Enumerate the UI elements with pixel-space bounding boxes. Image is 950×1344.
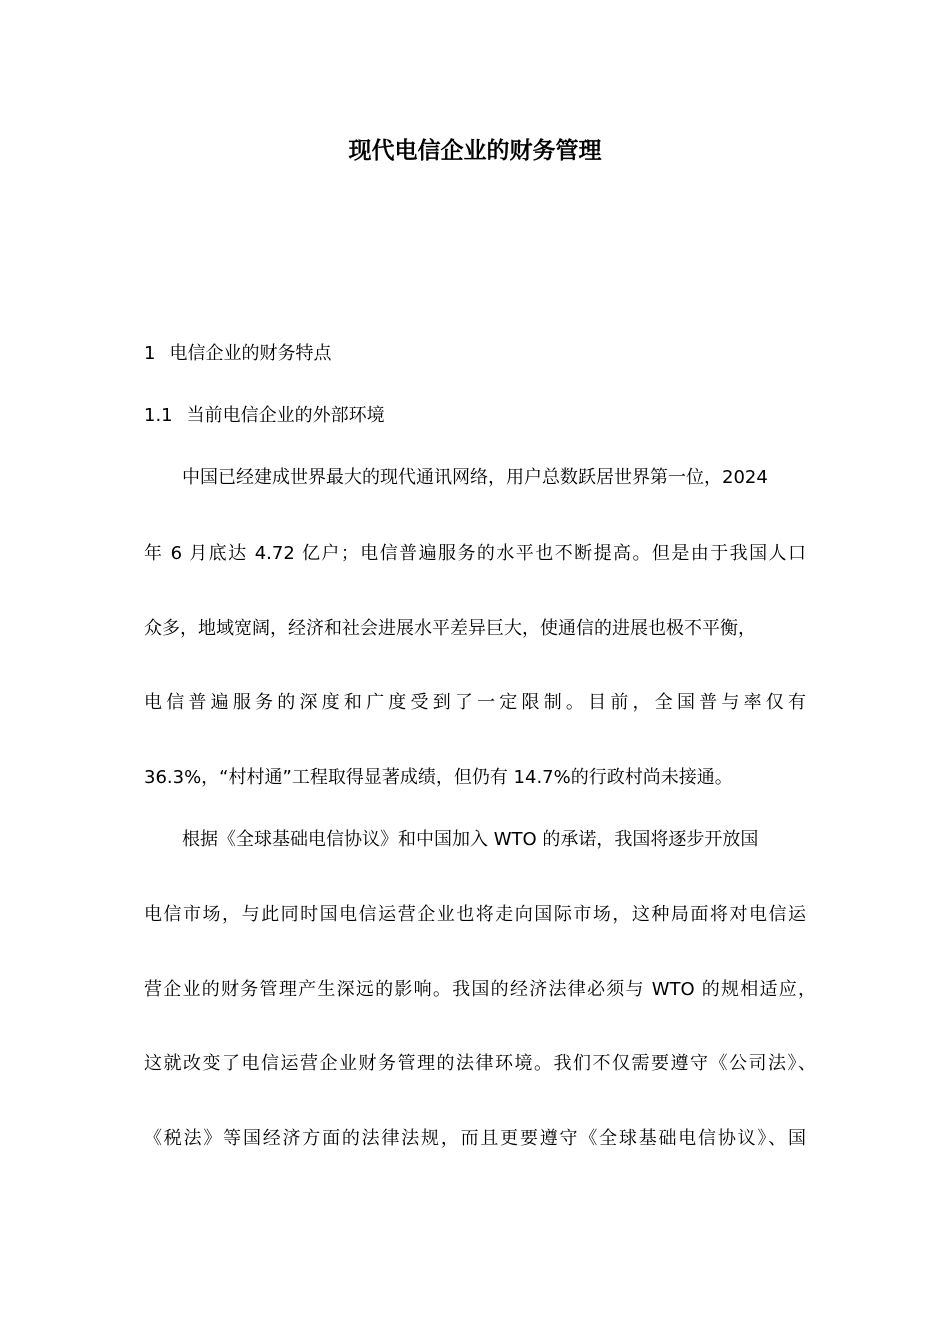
document-title: 现代电信企业的财务管理 xyxy=(348,138,602,164)
paragraph2-line: 电信市场，与此同时国电信运营企业也将走向国际市场，这种局面将对电信运 xyxy=(144,904,806,925)
subsection-number: 1.1 xyxy=(144,405,173,426)
paragraph2-line: 《税法》等国经济方面的法律法规，而且更要遵守《全球基础电信协议》、国 xyxy=(144,1128,806,1149)
paragraph2-line: 营企业的财务管理产生深远的影响。我国的经济法律必须与 WTO 的规相适应， xyxy=(144,979,816,1000)
section-heading xyxy=(144,340,331,368)
section-number: 1 xyxy=(144,343,156,364)
paragraph1-line: 36.3%，“村村通”工程取得显著成绩，但仍有 14.7%的行政村尚未接通。 xyxy=(144,767,733,788)
subsection-title: 当前电信企业的外部环境 xyxy=(186,405,385,426)
paragraph1-line: 中国已经建成世界最大的现代通讯网络，用户总数跃居世界第一位，2024 xyxy=(182,467,768,488)
paragraph1-line: 电信普遍服务的深度和广度受到了一定限制。目前，全国普与率仅有 xyxy=(144,692,806,713)
paragraph1-line: 年 6 月底达 4.72 亿户；电信普遍服务的水平也不断提高。但是由于我国人口 xyxy=(144,543,806,564)
paragraph2-line: 这就改变了电信运营企业财务管理的法律环境。我们不仅需要遵守《公司法》、 xyxy=(144,1053,816,1074)
paragraph2-line: 根据《全球基础电信协议》和中国加入 WTO 的承诺，我国将逐步开放国 xyxy=(182,829,759,850)
paragraph1-line: 众多，地域宽阔，经济和社会进展水平差异巨大，使通信的进展也极不平衡， xyxy=(144,618,756,639)
section-title: 电信企业的财务特点 xyxy=(169,343,332,364)
subsection-heading xyxy=(144,402,385,430)
